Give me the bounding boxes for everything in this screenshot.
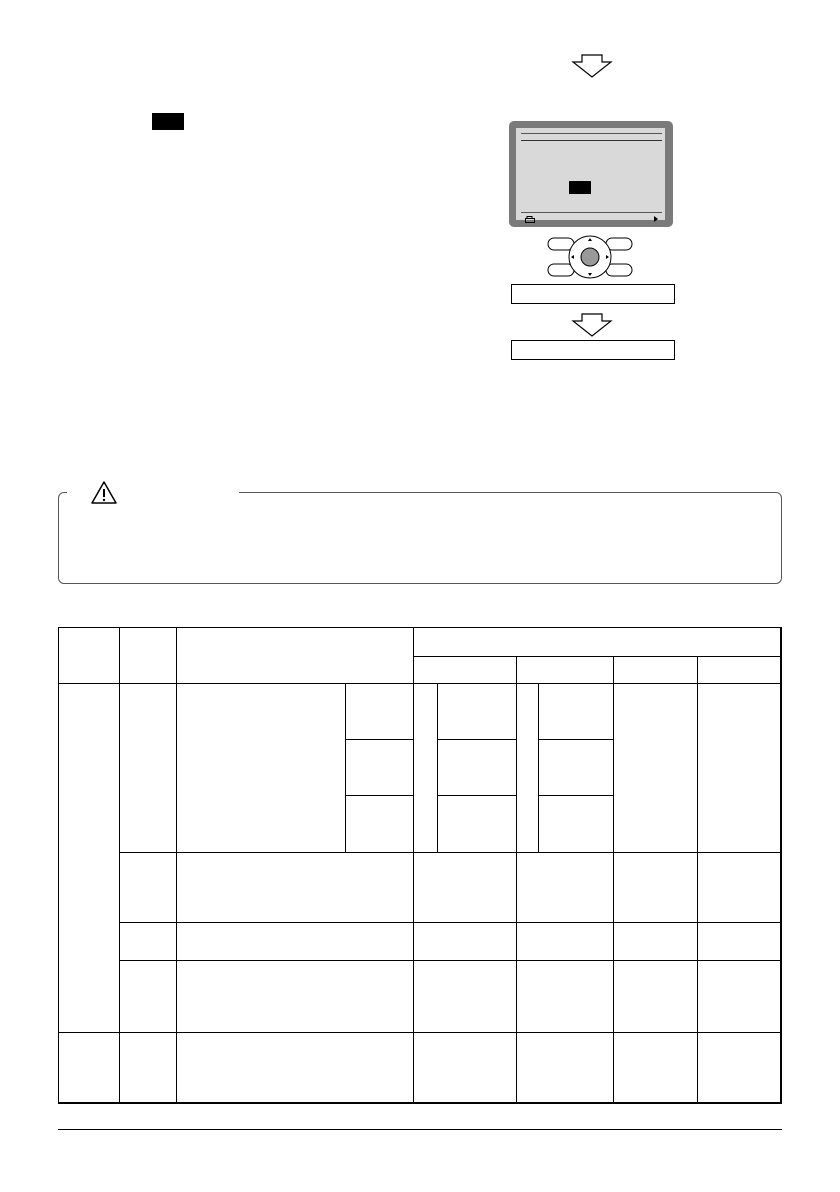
footer-rule [58,1129,782,1130]
table-gridline [538,795,614,796]
table-gridline [345,683,346,852]
table-gridline [613,656,614,1103]
table-gridline [119,852,781,853]
table-gridline [437,683,438,852]
table-gridline [345,795,414,796]
table-gridline [58,683,782,684]
table-gridline [119,960,781,961]
table-gridline [58,1102,782,1104]
table-gridline [119,922,781,923]
table-gridline [697,656,698,1103]
table-gridline [538,739,614,740]
table-gridline [413,656,781,657]
table-gridline [538,683,539,852]
table-gridline [516,656,517,1103]
table-gridline [437,739,517,740]
table-gridline [58,627,782,628]
table-gridline [437,795,517,796]
table-gridline [58,1032,782,1033]
table-gridline [345,739,414,740]
